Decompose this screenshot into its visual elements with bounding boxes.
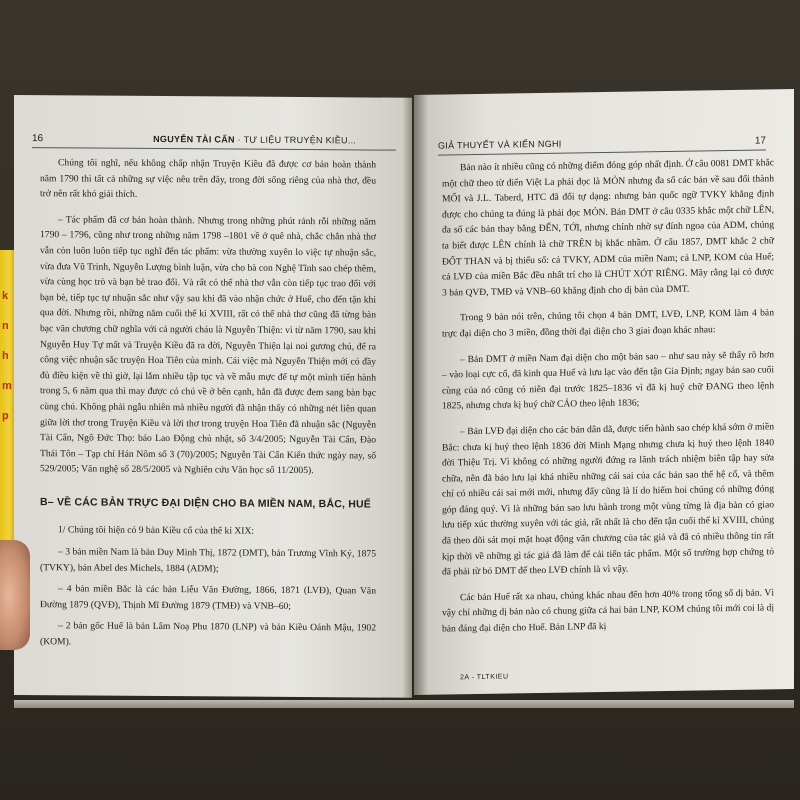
paragraph: Các bản Huế rất xa nhau, chúng khác nhau đến hơn 40% trong tổng số dị bản. Vì vậy chỉ những dị bản nào có chung giữa cả hai bản LNP, KOM chúng tôi mới coi là dị bản đáng đại diện cho Huế. Bản LNP đã kị <box>442 587 774 635</box>
right-page-header <box>438 135 766 155</box>
left-body-text <box>40 155 376 658</box>
left-header-title <box>153 134 356 145</box>
paragraph: Trong 9 bản nói trên, chúng tôi chọn 4 bản DMT, LVĐ, LNP, KOM làm 4 bản trực đại diện cho 3 miền, đồng thời đại diện cho 3 giai đoạn khác nhau: <box>442 307 774 340</box>
paragraph: – Bản DMT ở miền Nam đại diện cho một bản sao – như sau này sẽ thấy rõ hơn – vào loại cực cổ, đã kinh qua Huế và lưu lạc vào đến tận Gia Định; ngay bản sao cuối cùng của nó cũng có niên đại trước 1825–1836 vì đã kị huý chữ ĐANG theo lệnh 1825, nhưng chưa kị huý chữ CẢO theo lệnh 1836; <box>442 348 774 412</box>
right-page-number: 17 <box>754 135 766 147</box>
thumb <box>0 540 30 650</box>
book-bottom-edge <box>14 700 794 708</box>
left-page-number: 16 <box>32 133 44 145</box>
section-heading: B– VỀ CÁC BẢN TRỰC ĐẠI DIỆN CHO BA MIỀN NAM, BẮC, HUẾ <box>40 496 372 511</box>
right-page <box>414 89 794 695</box>
list-item: – 3 bản miền Nam là bản Duy Minh Thị, 1872 (DMT), bản Trương Vĩnh Ký, 1875 (TVKY), bản Abel des Michels, 1884 (ADM); <box>40 546 376 575</box>
open-book <box>14 95 800 705</box>
left-page <box>14 95 412 698</box>
list-item: 1/ Chúng tôi hiện có 9 bản Kiều cổ của thế kỉ XIX: <box>58 524 255 538</box>
paragraph: – Bản LVĐ đại diện cho các bản dân dã, được tiến hành sao chép khá sớm ở miền Bắc: chưa kị huý theo lệnh 1836 đời Minh Mạng nhưng chưa kị huý theo lệnh 1840 đời Thiệu Trị. Vì không có những người đứng ra lãnh trách nhiệm biên tập hay sửa chữa, nên đã bảo lưu lại khá nhiều những cái sai của các bản sao thế hệ cổ, và thêm chí có nhiều cái sai mới mới, nhưng đấy cũng là lí do hiếm hoi chúng có những đóng góp đáng quý. Vì là những bản sao lưu hành trong một vùng từng là địa bàn có giao lưu tiếp xúc thường xuyên với tác giả, rất nhất là cho đến tận cuối thế kỉ XVIII, chúng đã theo dõi sát mọi mặt hoạt động văn chương của tác giả và đã có nhiều thông tin rất kịp thời về những gì tác giả đã làm để cải tiến tác phẩm. Một số trường hợp chứng tỏ đã phải từ bỏ DMT để theo LVĐ chính là vì vậy. <box>442 421 774 578</box>
paragraph: Chúng tôi nghĩ, nếu không chấp nhận Truyện Kiều đã được cơ bản hoàn thành năm 1790 thì tất cả những sự việc nêu trên đây, trong đời sống riêng của nhà thơ, đều trở nên rất khó giải thích. <box>40 157 376 201</box>
paragraph: – Tác phẩm đã cơ bản hoàn thành. Nhưng trong những phút rảnh rỗi những năm 1790 – 1796, cũng như trong những năm 1798 –1801 về ở quê nhà, chắc chắn nhà thơ vẫn còn luôn luôn tiếp tục nghĩ đến tác phẩm: vừa thường xuyên lo việc tự nhuận sắc, vừa đưa Vũ Trinh, Nguyễn Lượng bình luận, vừa cho bà con Nghệ Tĩnh sao chép thêm, vừa cùng học trò và bạn bè trao đổi. Và rất có thể nhà thơ vẫn còn tiếp tục trao đổi với bạn bè, tiếp tục tự nhuận sắc như vậy sau khi đã vào nhận chức ở Huế, cho đến tận khi qua đời. Nhưng rồi, những năm cuối thế kỉ XVIII, rất có thể nhà thơ cũng đã từng bàn bạc văn chương chữ nghĩa với cả người cháu là Nguyễn Thiện: vì từ năm 1790, sau khi Nguyễn Huy Tự mất và Truyện Kiều đã ra đời, Nguyễn Thiện lại noi gương chú, để ra công việc nhuận sắc truyện Hoa Tiên của mình. Cái việc mà Nguyễn Thiện mới có đầy đủ điều kiện về thì giờ, lại lắm nhiều tập tục và về mẫu mực để tự một mình tiến hành trong 5, 6 năm qua thì may được có chú về ở bên cạnh, hẳn đã được đem sang bàn bạc cùng chú. Không phải ngẫu nhiên mà nhiều người đã nhận thấy có những nét liên quan giữa lời thơ trong Truyện Kiều và lời thơ trong truyện Hoa Tiên đã nhuận sắc (Nguyễn Tài Cẩn, Ngô Đức Thọ: báo Lao Động chủ nhật, số 3/4/2005; Nguyễn Tài Cẩn, Đào Thái Tôn – Tạp chí Hán Nôm số 3 (70)/2005; Nguyễn Tài Cẩn Kiến thức ngày nay, số 529/2005; Văn nghệ số 28/5/2005 và Nghiên cứu Văn học số 11/2005). <box>40 214 376 477</box>
yellow-object-left-edge: k n h m p <box>0 250 16 560</box>
list-item: – 4 bản miền Bắc là các bản Liễu Văn Đường, 1866, 1871 (LVĐ), Quan Văn Đường 1879 (QVĐ), Thịnh Mĩ Đường 1879 (TMĐ) và VNB–60; <box>40 583 376 612</box>
left-header-author: NGUYỄN TÀI CẨN <box>153 133 235 145</box>
list-item: – 2 bản gốc Huế là bản Lâm Noạ Phu 1870 (LNP) và bản Kiều Oánh Mậu, 1902 (KOM). <box>40 620 376 648</box>
printer-signature: 2A - TLTKIEU <box>460 673 509 682</box>
left-page-header <box>32 133 396 151</box>
left-header-book-title: · TƯ LIỆU TRUYỆN KIỀU... <box>237 134 357 146</box>
right-body-text <box>442 155 774 647</box>
paragraph: Bản nào ít nhiều cũng có những điểm đóng góp nhất định. Ở câu 0081 DMT khắc một chữ theo từ điển Việt La phải đọc là MỎN nhưng đa số các bản về sau đổi thành MỐI và J.L. Taberd, HTC đã đổi tự dạng: nhưng bản quốc ngữ TVKY khẳng định được cho chúng ta đúng là phải đọc MỎN. Bản DMT ở câu 0335 khắc một chữ LÊN, đa số các bản thay bằng ĐẾN, TỚI, nhưng chính nhờ sự đính ngoa của ADM, chúng ta biết được LÊN chính là chữ TRÊN bị khắc nhầm. Ở câu 1857, DMT khắc 2 chữ ĐỐT THAN và bị thiếu số: cả TVKY, ADM của miền Nam; cả LNP, KOM của Huế; cả LVĐ của miền Bắc đều nhất trí cho là CHÚT XÓT RIÊNG. Mãy rằng lại có được 3 bản QVĐ, TMĐ và VNB–60 khẳng định cho dị bản của DMT. <box>442 157 774 299</box>
right-header-title: GIẢ THUYẾT VÀ KIẾN NGHỊ <box>438 138 562 151</box>
